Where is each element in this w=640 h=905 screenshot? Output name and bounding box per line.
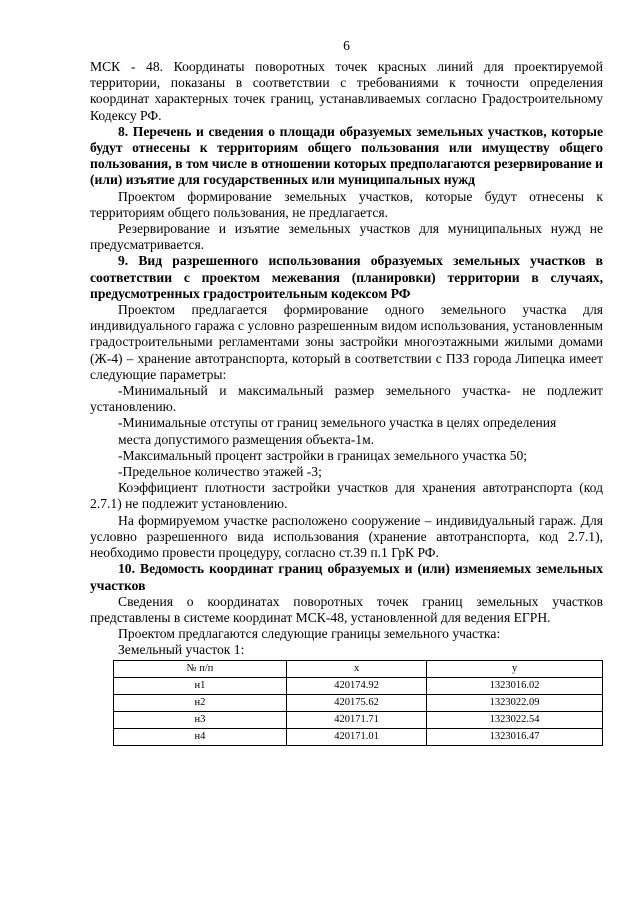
setbacks-line-1: -Минимальные отступы от границ земельного участка в целях определения bbox=[118, 415, 557, 431]
section-10-heading: 10. Ведомость координат границ образуемых и (или) изменяемых земельных участков bbox=[90, 561, 603, 593]
paragraph-public-use: Проектом формирование земельных участков, которые будут отнесены к территориям общего пользования, не предлагается. bbox=[90, 188, 603, 220]
table-cell-point: н1 bbox=[114, 677, 287, 694]
table-row bbox=[114, 694, 603, 711]
paragraph-reservation: Резервирование и изъятие земельных участков для муниципальных нужд не предусматривается. bbox=[90, 221, 603, 253]
paragraph-build-percent: -Максимальный процент застройки в границах земельного участка 50; bbox=[118, 447, 528, 463]
table-row bbox=[114, 728, 603, 745]
paragraph-garage-procedure: На формируемом участке расположено сооружение – индивидуальный гараж. Для условно разрешенного вида использования (хранение автотранспорта, код 2.7.1), необходимо провести процедуру, согласно ст.39 п.1 ГрК РФ. bbox=[90, 512, 603, 561]
table-cell-y: 1323022.09 bbox=[427, 694, 603, 711]
table-cell-x: 420174.92 bbox=[286, 677, 426, 694]
table-row bbox=[114, 711, 603, 728]
paragraph-floors: -Предельное количество этажей -3; bbox=[118, 464, 322, 480]
paragraph-density: Коэффициент плотности застройки участков для хранения автотранспорта (код 2.7.1) не подлежит установлению. bbox=[90, 480, 603, 512]
paragraph-proposed-borders: Проектом предлагаются следующие границы земельного участка: bbox=[118, 626, 501, 642]
paragraph-coordinates-intro: МСК - 48. Координаты поворотных точек красных линий для проектируемой территории, показаны в соответствии с требованиями к точности определения координат характерных точек границ, устанавливаемых согласно Градостроительному Кодексу РФ. bbox=[90, 59, 603, 123]
table-cell-y: 1323016.47 bbox=[427, 728, 603, 745]
page-number: 6 bbox=[343, 38, 350, 53]
table-cell-x: 420175.62 bbox=[286, 694, 426, 711]
paragraph-plot-1-label: Земельный участок 1: bbox=[118, 642, 245, 658]
table-header-row bbox=[114, 660, 603, 677]
coordinates-table bbox=[113, 660, 603, 746]
table-cell-point: н2 bbox=[114, 694, 287, 711]
table-cell-x: 420171.01 bbox=[286, 728, 426, 745]
section-8-heading: 8. Перечень и сведения о площади образуемых земельных участков, которые будут отнесены к территориям общего пользования или имуществу общего пользования, в том числе в отношении которых предполагаются резервирование и (или) изъятие для государственных или муниципальных нужд bbox=[90, 123, 603, 188]
table-cell-point: н4 bbox=[114, 728, 287, 745]
paragraph-plot-size: -Минимальный и максимальный размер земельного участка- не подлежит установлению. bbox=[90, 383, 603, 415]
table-cell-y: 1323016.02 bbox=[427, 677, 603, 694]
setbacks-line-2: места допустимого размещения объекта-1м. bbox=[118, 431, 375, 447]
column-header-x: x bbox=[286, 660, 426, 677]
paragraph-coordinate-system: Сведения о координатах поворотных точек границ земельных участков представлены в системе координат МСК-48, установленной для ведения ЕГРН. bbox=[90, 593, 603, 625]
table-cell-x: 420171.71 bbox=[286, 711, 426, 728]
table-cell-y: 1323022.54 bbox=[427, 711, 603, 728]
table-cell-point: н3 bbox=[114, 711, 287, 728]
paragraph-garage-proposal: Проектом предлагается формирование одного земельного участка для индивидуального гаража с условно разрешенным видом использования, установленным градостроительными регламентами зоны застройки многоэтажными жилыми домами (Ж-4) – хранение автотранспорта, который в соответствии с ПЗЗ города Липецка имеет следующие параметры: bbox=[90, 302, 603, 382]
column-header-number: № п/п bbox=[114, 660, 287, 677]
table-row bbox=[114, 677, 603, 694]
paragraph-setbacks bbox=[90, 415, 603, 447]
column-header-y: y bbox=[427, 660, 603, 677]
section-9-heading: 9. Вид разрешенного использования образуемых земельных участков в соответствии с проектом межевания (планировки) территории в случаях, предусмотренных градостроительным кодексом РФ bbox=[90, 253, 603, 301]
